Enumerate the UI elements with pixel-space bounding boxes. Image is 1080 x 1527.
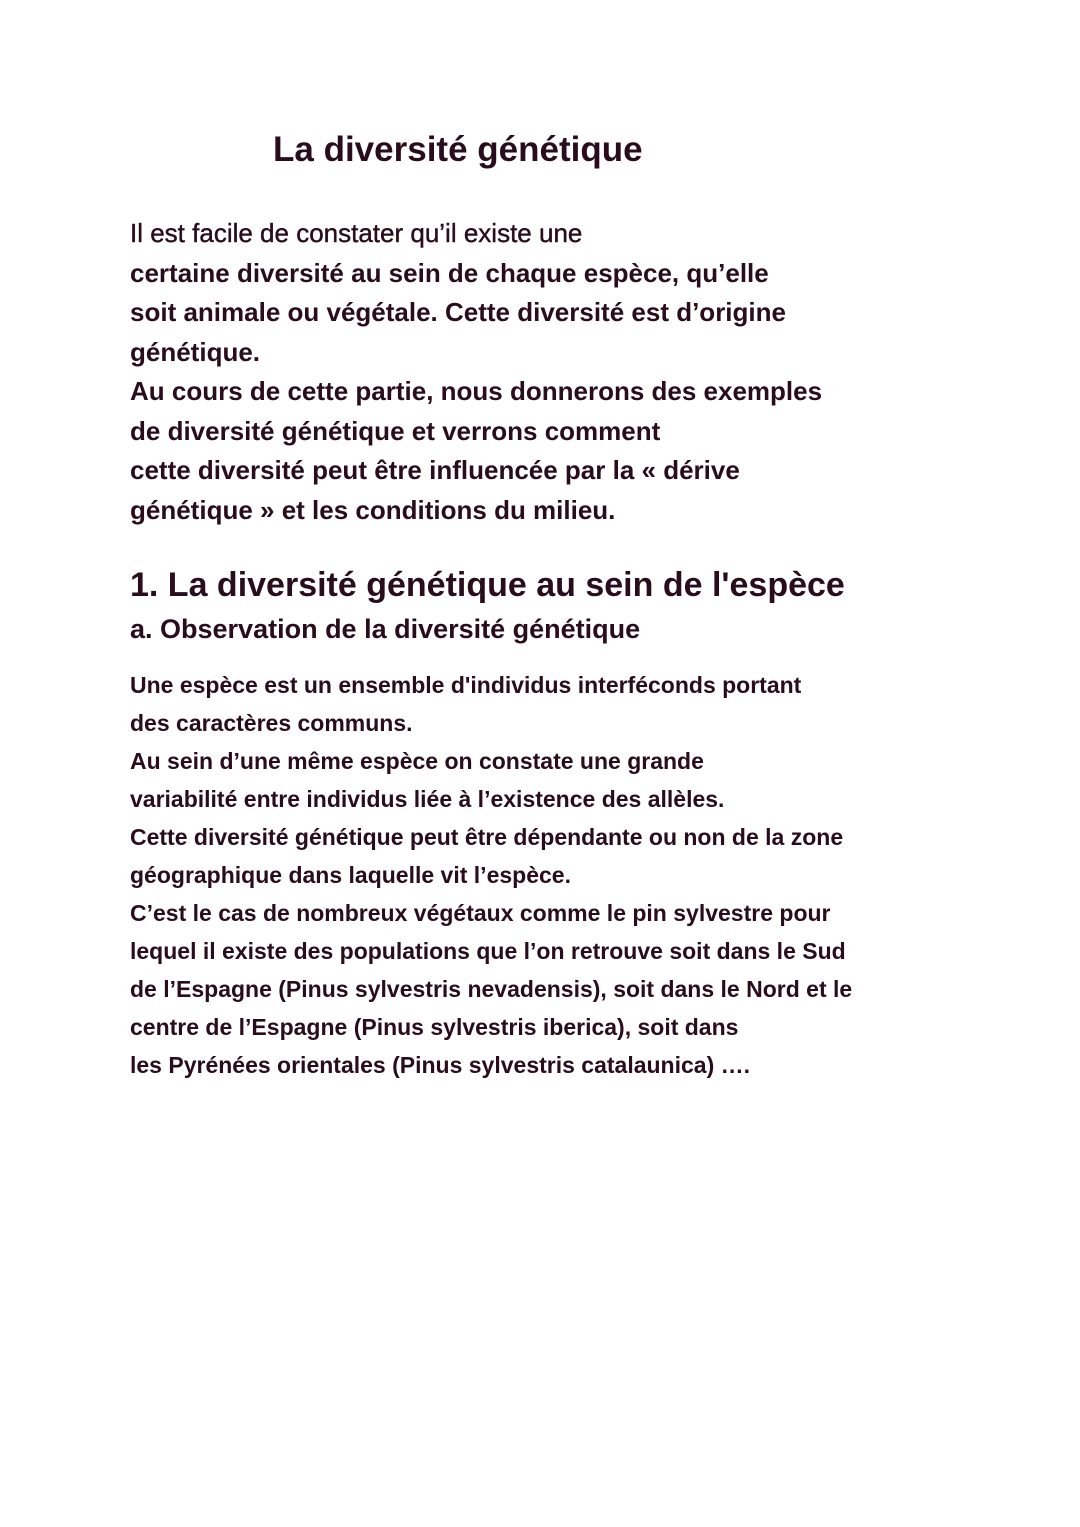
section-heading: 1. La diversité génétique au sein de l'espèce [130, 566, 845, 604]
body-line: C’est le cas de nombreux végétaux comme le pin sylvestre pour [130, 900, 831, 926]
intro-line: soit animale ou végétale. Cette diversité est d’origine [130, 297, 786, 327]
body-line: des caractères communs. [130, 710, 413, 736]
body-paragraph [130, 666, 960, 1084]
intro-line: Au cours de cette partie, nous donnerons des exemples [130, 376, 823, 406]
body-line: les Pyrénées orientales (Pinus sylvestris catalaunica) …. [130, 1052, 751, 1078]
intro-line: génétique. [130, 336, 261, 367]
body-line: Au sein d’une même espèce on constate une grande [130, 748, 704, 774]
body-line: variabilité entre individus liée à l’existence des allèles. [130, 786, 725, 812]
body-line: lequel il existe des populations que l’on retrouve soit dans le Sud [130, 938, 846, 964]
subsection-heading: a. Observation de la diversité génétique [130, 614, 641, 644]
document-title: La diversité génétique [273, 130, 643, 169]
intro-line: cette diversité peut être influencée par la « dérive [130, 455, 740, 485]
body-line: Cette diversité génétique peut être dépendante ou non de la zone [130, 824, 844, 850]
intro-line: génétique » et les conditions du milieu. [130, 494, 616, 525]
body-line: de l’Espagne (Pinus sylvestris nevadensis), soit dans le Nord et le [130, 976, 853, 1002]
intro-line: Il est facile de constater qu’il existe une [130, 218, 583, 248]
body-line: centre de l’Espagne (Pinus sylvestris iberica), soit dans [130, 1014, 739, 1040]
body-line: géographique dans laquelle vit l’espèce. [130, 862, 571, 888]
body-line: Une espèce est un ensemble d'individus interféconds portant [130, 672, 802, 698]
intro-line: certaine diversité au sein de chaque espèce, qu’elle [130, 257, 769, 288]
intro-line: de diversité génétique et verrons comment [130, 415, 661, 446]
intro-paragraph [130, 214, 950, 530]
